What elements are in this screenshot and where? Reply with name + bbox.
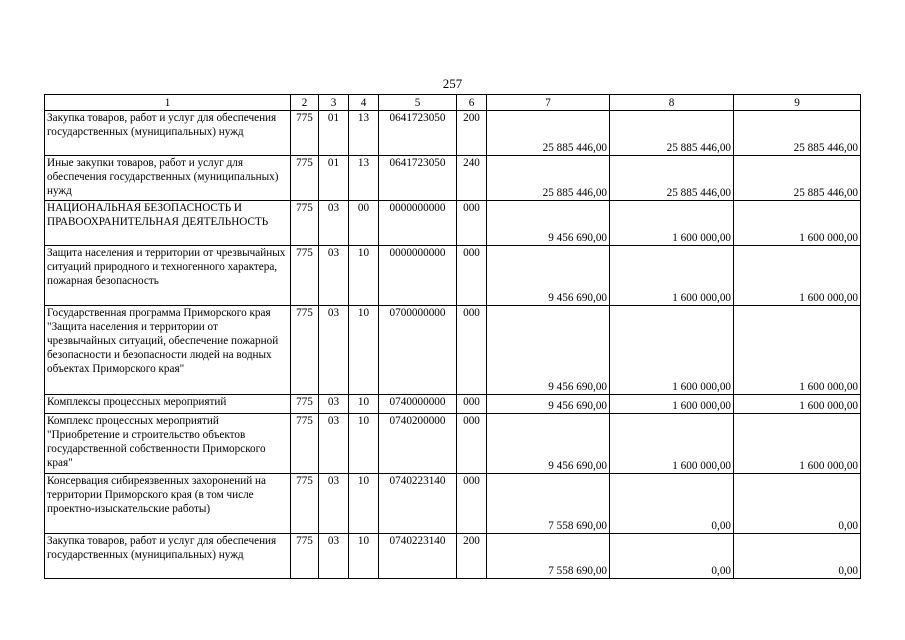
expense-type-code: 000 [457, 246, 487, 306]
amount-col8: 1 600 000,00 [610, 306, 734, 395]
section-code: 03 [319, 246, 349, 306]
row-name: Консервация сибиреязвенных захоронений на территории Приморского края (в том числе проектно-изыскательские работы) [45, 474, 291, 534]
table-row [45, 474, 861, 534]
section-code: 03 [319, 201, 349, 246]
row-name: Государственная программа Приморского края "Защита населения и территории от чрезвычайных ситуаций, обеспечение пожарной безопасности и безопасности людей на водных объектах Приморского края" [45, 306, 291, 395]
admin-code: 775 [291, 534, 319, 579]
row-name: Комплекс процессных мероприятий "Приобретение и строительство объектов государственной собственности Приморского края" [45, 414, 291, 474]
target-article-code: 0740200000 [379, 414, 457, 474]
amount-col9: 0,00 [734, 474, 861, 534]
table-row [45, 414, 861, 474]
amount-col9: 1 600 000,00 [734, 395, 861, 414]
table-row [45, 395, 861, 414]
amount-col8: 1 600 000,00 [610, 414, 734, 474]
admin-code: 775 [291, 474, 319, 534]
target-article-code: 0000000000 [379, 201, 457, 246]
section-code: 01 [319, 111, 349, 156]
section-code: 03 [319, 534, 349, 579]
target-article-code: 0641723050 [379, 111, 457, 156]
section-code: 03 [319, 306, 349, 395]
header-row [45, 95, 861, 111]
amount-col9: 1 600 000,00 [734, 246, 861, 306]
table-row [45, 156, 861, 201]
expense-type-code: 240 [457, 156, 487, 201]
amount-col8: 0,00 [610, 534, 734, 579]
row-name: Иные закупки товаров, работ и услуг для обеспечения государственных (муниципальных) нужд [45, 156, 291, 201]
admin-code: 775 [291, 306, 319, 395]
admin-code: 775 [291, 156, 319, 201]
amount-col7: 9 456 690,00 [487, 246, 610, 306]
admin-code: 775 [291, 414, 319, 474]
amount-col9: 0,00 [734, 534, 861, 579]
amount-col8: 25 885 446,00 [610, 156, 734, 201]
column-header: 4 [349, 95, 379, 111]
subsection-code: 10 [349, 414, 379, 474]
budget-table [44, 94, 861, 579]
expense-type-code: 200 [457, 534, 487, 579]
subsection-code: 13 [349, 111, 379, 156]
subsection-code: 00 [349, 201, 379, 246]
admin-code: 775 [291, 201, 319, 246]
amount-col7: 25 885 446,00 [487, 111, 610, 156]
table-row [45, 246, 861, 306]
amount-col9: 1 600 000,00 [734, 414, 861, 474]
row-name: Закупка товаров, работ и услуг для обеспечения государственных (муниципальных) нужд [45, 534, 291, 579]
expense-type-code: 200 [457, 111, 487, 156]
table-row [45, 201, 861, 246]
amount-col7: 9 456 690,00 [487, 306, 610, 395]
amount-col9: 25 885 446,00 [734, 111, 861, 156]
section-code: 03 [319, 474, 349, 534]
subsection-code: 10 [349, 534, 379, 579]
column-header: 2 [291, 95, 319, 111]
table-row [45, 534, 861, 579]
amount-col8: 1 600 000,00 [610, 246, 734, 306]
column-header: 6 [457, 95, 487, 111]
row-name: Защита населения и территории от чрезвычайных ситуаций природного и техногенного характера, пожарная безопасность [45, 246, 291, 306]
amount-col7: 7 558 690,00 [487, 534, 610, 579]
target-article-code: 0000000000 [379, 246, 457, 306]
expense-type-code: 000 [457, 201, 487, 246]
subsection-code: 10 [349, 246, 379, 306]
subsection-code: 10 [349, 395, 379, 414]
amount-col7: 25 885 446,00 [487, 156, 610, 201]
row-name: Закупка товаров, работ и услуг для обеспечения государственных (муниципальных) нужд [45, 111, 291, 156]
amount-col8: 0,00 [610, 474, 734, 534]
section-code: 03 [319, 414, 349, 474]
expense-type-code: 000 [457, 306, 487, 395]
column-header: 3 [319, 95, 349, 111]
amount-col8: 25 885 446,00 [610, 111, 734, 156]
target-article-code: 0740000000 [379, 395, 457, 414]
amount-col9: 1 600 000,00 [734, 306, 861, 395]
subsection-code: 10 [349, 306, 379, 395]
column-header: 5 [379, 95, 457, 111]
amount-col7: 9 456 690,00 [487, 201, 610, 246]
section-code: 01 [319, 156, 349, 201]
column-header: 1 [45, 95, 291, 111]
amount-col9: 1 600 000,00 [734, 201, 861, 246]
column-header: 9 [734, 95, 861, 111]
page-number: 257 [442, 76, 463, 91]
amount-col7: 9 456 690,00 [487, 395, 610, 414]
table-row [45, 111, 861, 156]
column-header: 7 [487, 95, 610, 111]
column-header: 8 [610, 95, 734, 111]
admin-code: 775 [291, 111, 319, 156]
subsection-code: 13 [349, 156, 379, 201]
expense-type-code: 000 [457, 414, 487, 474]
target-article-code: 0740223140 [379, 474, 457, 534]
target-article-code: 0641723050 [379, 156, 457, 201]
amount-col7: 7 558 690,00 [487, 474, 610, 534]
admin-code: 775 [291, 246, 319, 306]
amount-col9: 25 885 446,00 [734, 156, 861, 201]
expense-type-code: 000 [457, 474, 487, 534]
target-article-code: 0700000000 [379, 306, 457, 395]
table-row [45, 306, 861, 395]
subsection-code: 10 [349, 474, 379, 534]
section-code: 03 [319, 395, 349, 414]
amount-col8: 1 600 000,00 [610, 201, 734, 246]
row-name: НАЦИОНАЛЬНАЯ БЕЗОПАСНОСТЬ И ПРАВООХРАНИТЕЛЬНАЯ ДЕЯТЕЛЬНОСТЬ [45, 201, 291, 246]
amount-col7: 9 456 690,00 [487, 414, 610, 474]
row-name: Комплексы процессных мероприятий [45, 395, 291, 414]
amount-col8: 1 600 000,00 [610, 395, 734, 414]
expense-type-code: 000 [457, 395, 487, 414]
admin-code: 775 [291, 395, 319, 414]
target-article-code: 0740223140 [379, 534, 457, 579]
